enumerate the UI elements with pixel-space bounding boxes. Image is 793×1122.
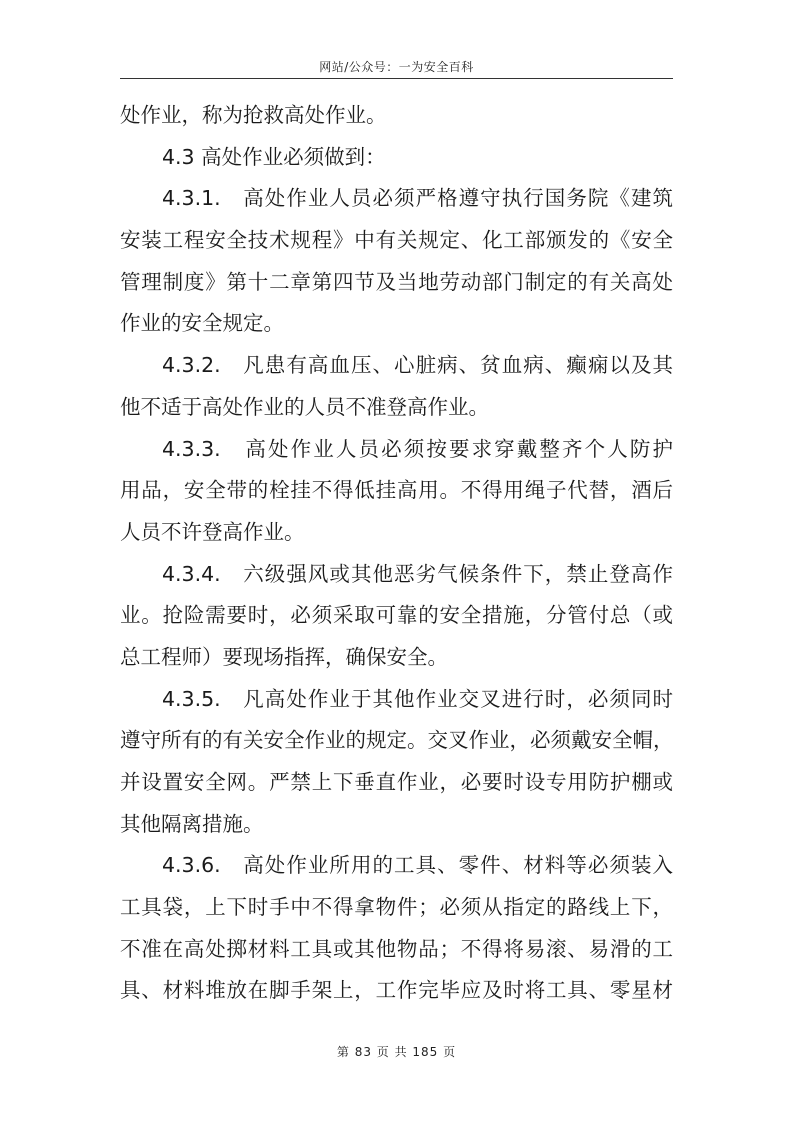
text-line: 4.3 高处作业必须做到： xyxy=(162,144,386,169)
text-line: 并设置安全网。严禁上下垂直作业，必要时设专用防护棚或 xyxy=(120,770,673,794)
page-header: 网站/公众号：一为安全百科 xyxy=(319,60,474,74)
text-line: 4.3.3. 高处作业人员必须按要求穿戴整齐个人防护 xyxy=(162,436,673,461)
text-line: 业。抢险需要时，必须采取可靠的安全措施，分管付总（或 xyxy=(120,603,673,628)
text-line: 遵守所有的有关安全作业的规定。交叉作业，必须戴安全帽， xyxy=(120,728,674,753)
text-line: 用品，安全带的栓挂不得低挂高用。不得用绳子代替，酒后 xyxy=(120,478,673,503)
text-line: 处作业，称为抢救高处作业。 xyxy=(120,103,387,127)
text-line: 不准在高处掷材料工具或其他物品；不得将易滚、易滑的工 xyxy=(120,936,673,961)
text-line: 其他隔离措施。 xyxy=(120,811,264,836)
page-footer: 第 83 页 共 185 页 xyxy=(336,1045,457,1059)
text-line: 工具袋，上下时手中不得拿物件；必须从指定的路线上下， xyxy=(120,895,673,920)
text-line: 管理制度》第十二章第四节及当地劳动部门制定的有关高处 xyxy=(120,269,673,294)
text-line: 具、材料堆放在脚手架上，工作完毕应及时将工具、零星材 xyxy=(120,978,673,1003)
text-line: 4.3.6. 高处作业所用的工具、零件、材料等必须装入 xyxy=(162,853,673,878)
text-line: 作业的安全规定。 xyxy=(120,311,284,336)
text-line: 4.3.2. 凡患有高血压、心脏病、贫血病、癫痫以及其 xyxy=(162,353,673,378)
text-line: 安装工程安全技术规程》中有关规定、化工部颁发的《安全 xyxy=(120,228,673,253)
text-line: 人员不许登高作业。 xyxy=(120,519,305,544)
text-line: 4.3.1. 高处作业人员必须严格遵守执行国务院《建筑 xyxy=(162,186,673,211)
text-line: 总工程师）要现场指挥，确保安全。 xyxy=(120,644,448,669)
text-line: 4.3.5. 凡高处作业于其他作业交叉进行时，必须同时 xyxy=(162,686,673,711)
text-line: 4.3.4. 六级强风或其他恶劣气候条件下，禁止登高作 xyxy=(162,561,673,586)
header-divider xyxy=(120,78,673,79)
document-body xyxy=(120,95,673,1012)
text-line: 他不适于高处作业的人员不准登高作业。 xyxy=(120,394,489,419)
